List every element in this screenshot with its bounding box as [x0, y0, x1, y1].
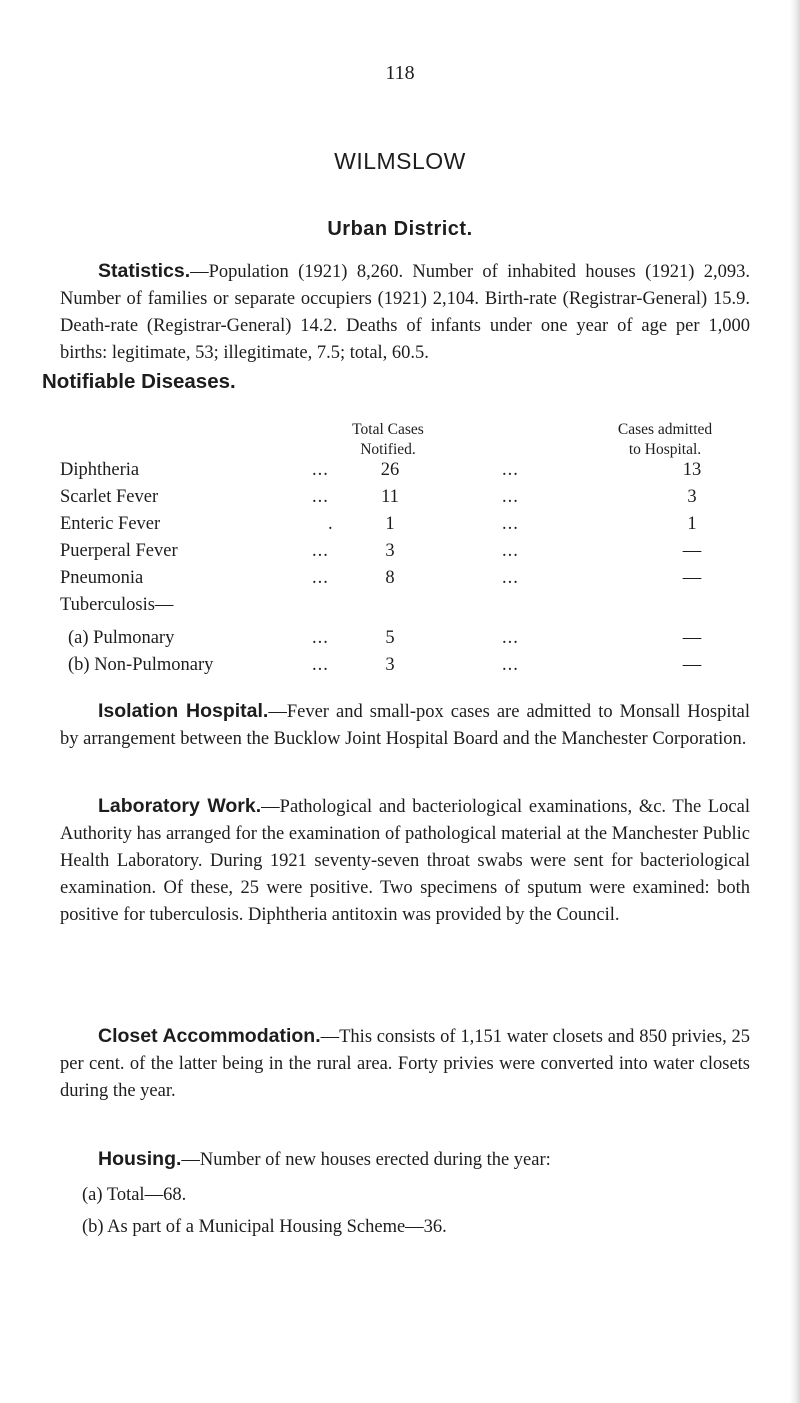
admitted-value: —	[682, 628, 702, 648]
housing-list-item: (b) As part of a Municipal Housing Scheme—36.	[82, 1217, 447, 1237]
disease-group-label: Tuberculosis—	[60, 595, 174, 615]
notified-value: 8	[385, 568, 395, 588]
admitted-value: —	[682, 655, 702, 675]
admitted-value: 1	[687, 514, 697, 534]
table-row	[60, 538, 750, 565]
housing-text: —Number of new houses erected during the year:	[181, 1150, 551, 1170]
page-title: WILMSLOW	[334, 148, 466, 174]
leader-dots: ...	[312, 568, 329, 588]
isolation-hospital-paragraph	[60, 698, 750, 753]
disease-label: (a) Pulmonary	[68, 628, 175, 648]
housing-list-item: (a) Total—68.	[82, 1185, 187, 1205]
notified-value: 5	[385, 628, 395, 648]
housing-heading: Housing.	[98, 1148, 182, 1170]
leader-dots: ...	[502, 541, 519, 561]
admitted-value: 3	[687, 487, 697, 507]
admitted-value: —	[682, 568, 702, 588]
disease-label: Scarlet Fever	[60, 487, 159, 507]
closet-accommodation-text: —This consists of 1,151 water closets and 850 privies, 25 per cent. of the latter being in the rural area. Forty privies were converted into water closets during the year.	[60, 1027, 750, 1101]
leader-dots: ...	[502, 655, 519, 675]
page-number: 118	[385, 62, 415, 84]
leader-dots: ...	[312, 655, 329, 675]
leader-dots: ...	[312, 460, 329, 480]
disease-label: (b) Non-Pulmonary	[68, 655, 214, 675]
leader-dots: ...	[312, 628, 329, 648]
leader-dots: ...	[502, 568, 519, 588]
leader-dots: ...	[502, 460, 519, 480]
table-row	[60, 484, 750, 511]
table-row	[60, 457, 750, 484]
disease-label: Enteric Fever	[60, 514, 161, 534]
isolation-hospital-text: —Fever and small-pox cases are admitted to Monsall Hospital by arrangement between the Bucklow Joint Hospital Board and the Manchester Corporation.	[60, 702, 750, 749]
disease-label: Pneumonia	[60, 568, 144, 588]
laboratory-work-heading: Laboratory Work.	[98, 795, 262, 817]
statistics-heading: Statistics.	[98, 260, 191, 282]
notified-value: 3	[385, 655, 395, 675]
admitted-value: —	[682, 541, 702, 561]
leader-dots: ...	[502, 487, 519, 507]
table-row	[60, 511, 750, 538]
notified-value: 26	[380, 460, 400, 480]
col-header-notified: Total Cases Notified.	[352, 421, 424, 458]
housing-paragraph	[60, 1146, 750, 1174]
table-row	[60, 625, 750, 652]
leader-dots: ...	[312, 541, 329, 561]
notified-value: 3	[385, 541, 395, 561]
laboratory-work-paragraph	[60, 793, 750, 929]
leader-dots: ...	[502, 514, 519, 534]
page-subtitle: Urban District.	[327, 218, 473, 240]
statistics-paragraph	[60, 258, 750, 367]
col-header-admitted: Cases admitted to Hospital.	[617, 421, 713, 458]
leader-dots: .	[328, 514, 334, 534]
notified-value: 1	[385, 514, 395, 534]
table-row	[60, 565, 750, 592]
isolation-hospital-heading: Isolation Hospital.	[98, 700, 269, 722]
closet-accommodation-heading: Closet Accommodation.	[98, 1025, 321, 1047]
disease-label: Puerperal Fever	[60, 541, 178, 561]
laboratory-work-text: —Pathological and bacteriological examinations, &c. The Local Authority has arranged for the examination of pathological material at the Manchester Public Health Laboratory. During 1921 seventy-seven throat swabs were sent for bacteriological examination. Of these, 25 were positive. Two specimens of sputum were examined: both positive for tuberculosis. Diphtheria antitoxin was provided by the Council.	[60, 797, 750, 925]
notified-value: 11	[381, 487, 399, 507]
page-edge-shadow	[790, 0, 800, 1403]
admitted-value: 13	[682, 460, 702, 480]
notifiable-diseases-heading: Notifiable Diseases.	[42, 370, 236, 393]
table-row	[60, 652, 750, 679]
leader-dots: ...	[502, 628, 519, 648]
table-row	[60, 592, 750, 619]
disease-label: Diphtheria	[60, 460, 140, 480]
statistics-text: —Population (1921) 8,260. Number of inhabited houses (1921) 2,093. Number of families or separate occupiers (1921) 2,104. Birth-rate (Registrar-General) 15.9. Death-rate (Registrar-General) 14.2. Deaths of infants under one year of age per 1,000 births: legitimate, 53; illegitimate, 7.5; total, 60.5.	[60, 262, 750, 363]
leader-dots: ...	[312, 487, 329, 507]
closet-accommodation-paragraph	[60, 1023, 750, 1105]
